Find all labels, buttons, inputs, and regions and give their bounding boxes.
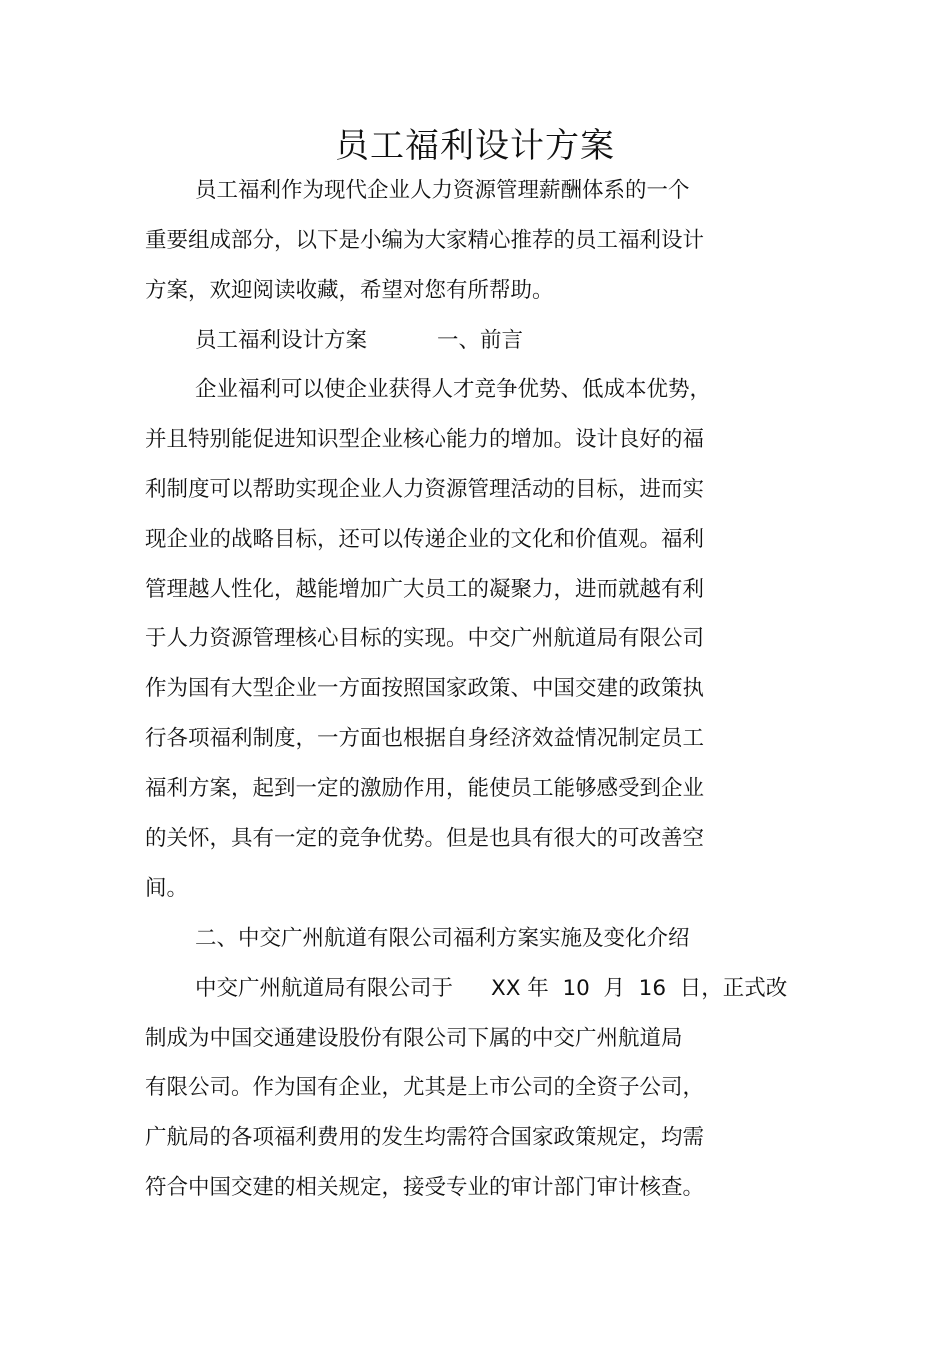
paragraph-line: 间。 xyxy=(145,876,189,901)
date-segment: XX 年 10 月 16 日，正式改 xyxy=(491,976,788,1001)
paragraph-line: 现企业的战略目标，还可以传递企业的文化和价值观。福利 xyxy=(145,527,705,552)
paragraph-line: 的关怀，具有一定的竞争优势。但是也具有很大的可改善空 xyxy=(145,826,705,851)
section-heading xyxy=(195,326,523,356)
paragraph-line: 作为国有大型企业一方面按照国家政策、中国交建的政策执 xyxy=(145,676,705,701)
paragraph-line xyxy=(195,974,787,1004)
paragraph-line: 利制度可以帮助实现企业人力资源管理活动的目标，进而实 xyxy=(145,477,705,502)
heading-section: 一、前言 xyxy=(437,328,524,353)
document-title: 员工福利设计方案 xyxy=(335,126,615,166)
paragraph-line: 管理越人性化，越能增加广大员工的凝聚力，进而就越有利 xyxy=(145,577,705,602)
paragraph-line: 福利方案，起到一定的激励作用，能使员工能够感受到企业 xyxy=(145,776,705,801)
paragraph-line: 有限公司。作为国有企业，尤其是上市公司的全资子公司， xyxy=(145,1075,705,1100)
paragraph-line: 方案，欢迎阅读收藏，希望对您有所帮助。 xyxy=(145,278,554,303)
paragraph-line: 于人力资源管理核心目标的实现。中交广州航道局有限公司 xyxy=(145,626,705,651)
paragraph-line: 重要组成部分，以下是小编为大家精心推荐的员工福利设计 xyxy=(145,228,705,253)
section-heading: 二、中交广州航道有限公司福利方案实施及变化介绍 xyxy=(195,926,690,951)
paragraph-line: 符合中国交建的相关规定，接受专业的审计部门审计核查。 xyxy=(145,1175,705,1200)
paragraph-line: 企业福利可以使企业获得人才竞争优势、低成本优势， xyxy=(195,377,712,402)
heading-label: 员工福利设计方案 xyxy=(195,328,368,353)
paragraph-line: 并且特别能促进知识型企业核心能力的增加。设计良好的福 xyxy=(145,427,705,452)
paragraph-segment: 中交广州航道局有限公司于 xyxy=(195,976,454,1001)
paragraph-line: 行各项福利制度，一方面也根据自身经济效益情况制定员工 xyxy=(145,726,705,751)
paragraph-line: 广航局的各项福利费用的发生均需符合国家政策规定，均需 xyxy=(145,1125,705,1150)
paragraph-line: 员工福利作为现代企业人力资源管理薪酬体系的一个 xyxy=(195,178,690,203)
paragraph-line: 制成为中国交通建设股份有限公司下属的中交广州航道局 xyxy=(145,1026,683,1051)
